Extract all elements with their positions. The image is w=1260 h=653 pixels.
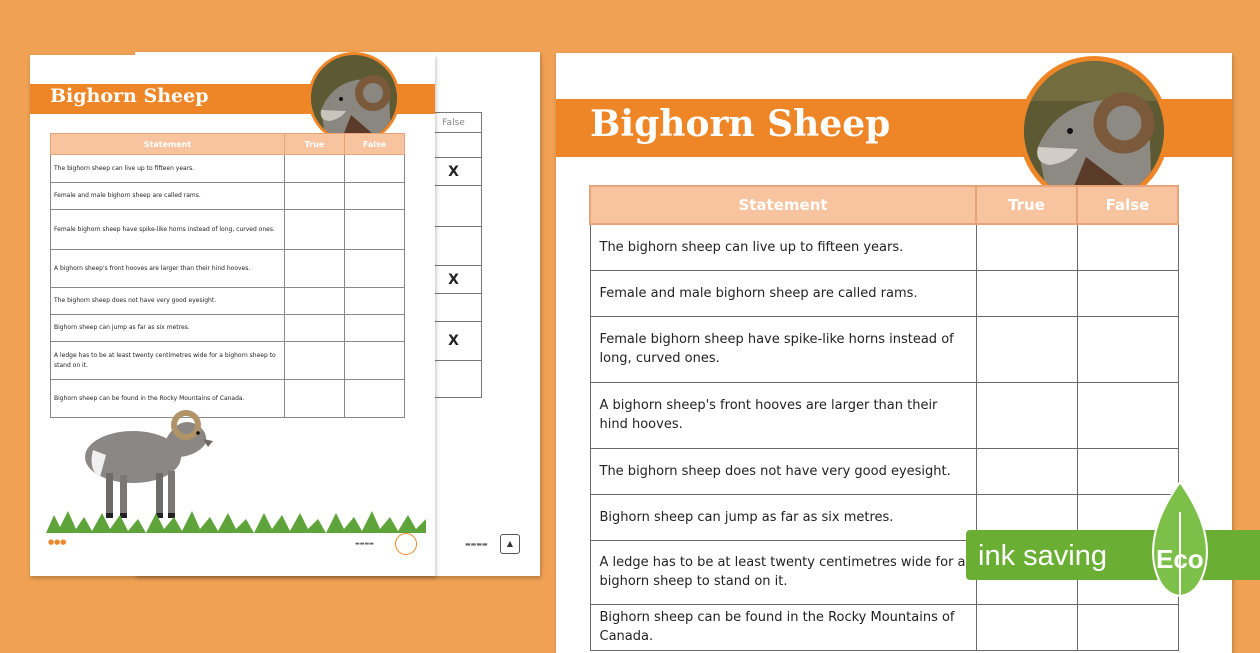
answer-column-header: False — [426, 113, 482, 133]
column-header-true: True — [976, 186, 1077, 224]
statement-cell: Female and male bighorn sheep are called rams. — [51, 183, 285, 210]
false-cell[interactable] — [345, 288, 405, 315]
true-cell[interactable] — [976, 270, 1077, 316]
column-header-true: True — [285, 134, 345, 155]
false-cell[interactable] — [345, 315, 405, 342]
ram-portrait-photo — [1019, 56, 1169, 206]
statement-cell: Female bighorn sheep have spike-like horns instead of long, curved ones. — [51, 210, 285, 250]
statement-cell: A ledge has to be at least twenty centimetres wide for a bighorn sheep to stand on it. — [51, 342, 285, 380]
true-cell[interactable] — [976, 382, 1077, 448]
true-cell[interactable] — [285, 250, 345, 288]
cap-icon: ▲ — [500, 534, 520, 554]
eco-label: Eco — [1156, 544, 1204, 574]
statement-cell: A bighorn sheep's front hooves are larger than their hind hooves. — [590, 382, 976, 448]
true-cell[interactable] — [285, 315, 345, 342]
true-cell[interactable] — [285, 380, 345, 418]
statement-cell: Bighorn sheep can jump as far as six metres. — [590, 494, 976, 540]
column-header-false: False — [1077, 186, 1178, 224]
false-cell[interactable] — [1077, 224, 1178, 270]
statement-cell: The bighorn sheep does not have very good eyesight. — [51, 288, 285, 315]
false-cell[interactable] — [1077, 270, 1178, 316]
true-cell[interactable] — [285, 183, 345, 210]
ink-saving-label: ink saving — [978, 540, 1107, 572]
column-header-false: False — [345, 134, 405, 155]
false-cell[interactable] — [345, 183, 405, 210]
statement-cell: The bighorn sheep can live up to fifteen years. — [51, 155, 285, 183]
false-cell[interactable] — [1077, 382, 1178, 448]
true-cell[interactable] — [976, 224, 1077, 270]
worksheet-title-large: Bighorn Sheep — [590, 103, 891, 145]
grass-illustration — [46, 507, 426, 533]
statement-cell: The bighorn sheep can live up to fifteen years. — [590, 224, 976, 270]
statement-cell: The bighorn sheep does not have very good eyesight. — [590, 448, 976, 494]
answer-cell: X — [426, 322, 482, 361]
worksheet-title-small: Bighorn Sheep — [50, 85, 209, 107]
true-cell[interactable] — [976, 316, 1077, 382]
true-cell[interactable] — [285, 155, 345, 183]
footer-logo: ▬▬▬▬ — [465, 541, 488, 548]
footer-badge-icon — [395, 533, 417, 555]
column-header-statement: Statement — [51, 134, 285, 155]
true-cell[interactable] — [285, 210, 345, 250]
false-cell[interactable] — [345, 155, 405, 183]
statement-cell: A ledge has to be at least twenty centimetres wide for a bighorn sheep to stand on it. — [590, 540, 976, 604]
worksheet-preview-small — [30, 55, 435, 576]
statement-table-small — [50, 133, 405, 418]
footer-logo-right: ▬▬▬▬ — [355, 541, 374, 547]
footer-logo-left: ●●● — [48, 538, 67, 546]
statement-cell: Bighorn sheep can be found in the Rocky Mountains of Canada. — [51, 380, 285, 418]
statement-cell: Female bighorn sheep have spike-like horns instead of long, curved ones. — [590, 316, 976, 382]
true-cell[interactable] — [285, 288, 345, 315]
ram-portrait-photo — [308, 52, 400, 144]
false-cell[interactable] — [1077, 316, 1178, 382]
statement-cell: Female and male bighorn sheep are called rams. — [590, 270, 976, 316]
statement-cell: A bighorn sheep's front hooves are larger than their hind hooves. — [51, 250, 285, 288]
answer-cell: X — [426, 266, 482, 294]
false-cell[interactable] — [345, 210, 405, 250]
statement-cell: Bighorn sheep can jump as far as six metres. — [51, 315, 285, 342]
true-cell[interactable] — [285, 342, 345, 380]
answer-cell: X — [426, 158, 482, 186]
ink-saving-eco-badge — [966, 482, 1260, 630]
column-header-statement: Statement — [590, 186, 976, 224]
false-cell[interactable] — [345, 250, 405, 288]
false-cell[interactable] — [345, 380, 405, 418]
statement-cell: Bighorn sheep can be found in the Rocky Mountains of Canada. — [590, 604, 976, 650]
false-cell[interactable] — [345, 342, 405, 380]
